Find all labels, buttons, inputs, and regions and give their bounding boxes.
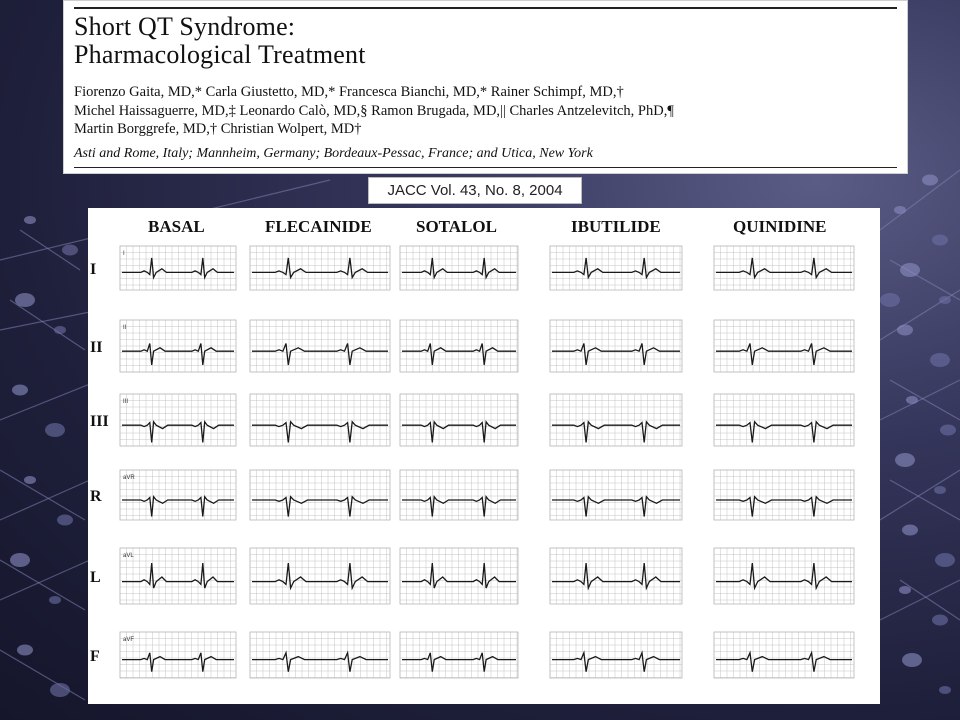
network-line	[880, 170, 960, 230]
network-node	[900, 263, 920, 277]
lead-label-r: R	[90, 488, 102, 505]
column-header-ibutilide: IBUTILIDE	[571, 217, 661, 236]
network-node	[894, 206, 906, 214]
ecg-figure-canvas	[88, 208, 880, 704]
header-bottom-rule	[74, 167, 897, 168]
ecg-strip-basal-iii	[120, 394, 236, 446]
ecg-strip-quinidine-i	[714, 246, 854, 290]
lead-label-iii: III	[90, 413, 109, 430]
ecg-strip-basal-l	[120, 548, 236, 604]
column-header-flecainide: FLECAINIDE	[265, 217, 372, 236]
column-header-quinidine: QUINIDINE	[733, 217, 827, 236]
network-node	[932, 615, 948, 626]
ecg-strip-quinidine-ii	[714, 320, 854, 372]
network-node	[10, 553, 30, 567]
paper-title-line1: Short QT Syndrome:	[74, 12, 296, 41]
inner-lead-label: aVL	[123, 553, 134, 559]
ecg-strip-quinidine-l	[714, 548, 854, 604]
inner-lead-label: I	[123, 251, 125, 257]
network-line	[890, 380, 960, 420]
network-node	[24, 476, 36, 484]
authors-line1: Fiorenzo Gaita, MD,* Carla Giustetto, MD,* Francesca Bianchi, MD,* Rainer Schimpf, MD,†	[74, 84, 624, 100]
network-node	[50, 683, 70, 697]
network-node	[939, 296, 951, 304]
network-node	[939, 686, 951, 694]
paper-title	[74, 13, 366, 69]
ecg-strip-quinidine-iii	[714, 394, 854, 446]
journal-citation: JACC Vol. 43, No. 8, 2004	[368, 177, 582, 204]
ecg-strip-ibutilide-iii	[550, 394, 682, 446]
network-node	[895, 453, 915, 467]
ecg-strip-flecainide-f	[250, 632, 390, 678]
inner-lead-label: aVR	[123, 475, 135, 481]
inner-lead-label: aVF	[123, 637, 135, 643]
paper-affiliations: Asti and Rome, Italy; Mannheim, Germany; Bordeaux-Pessac, France; and Utica, New York	[74, 146, 593, 161]
network-node	[899, 586, 911, 594]
network-node	[880, 293, 900, 307]
column-header-sotalol: SOTALOL	[416, 217, 497, 236]
network-node	[906, 396, 918, 404]
network-node	[902, 525, 918, 536]
ecg-strip-quinidine-f	[714, 632, 854, 678]
network-line	[0, 470, 85, 520]
ecg-strip-flecainide-l	[250, 548, 390, 604]
ecg-strip-sotalol-l	[400, 548, 518, 604]
network-node	[940, 425, 956, 436]
ecg-strip-ibutilide-f	[550, 632, 682, 678]
ecg-strip-sotalol-ii	[400, 320, 518, 372]
network-node	[897, 325, 913, 336]
network-node	[57, 515, 73, 526]
network-line	[10, 300, 85, 350]
network-node	[49, 596, 61, 604]
ecg-strip-ibutilide-l	[550, 548, 682, 604]
ecg-strip-sotalol-i	[400, 246, 518, 290]
network-line	[890, 480, 960, 520]
network-node	[15, 293, 35, 307]
ecg-strip-basal-r	[120, 470, 236, 520]
network-node	[930, 353, 950, 367]
network-node	[54, 326, 66, 334]
network-node	[45, 423, 65, 437]
ecg-strip-ibutilide-i	[550, 246, 682, 290]
inner-lead-label: III	[123, 399, 129, 405]
network-node	[62, 245, 78, 256]
paper-authors	[74, 83, 904, 139]
header-top-rule	[74, 7, 897, 9]
lead-label-ii: II	[90, 339, 103, 356]
network-node	[932, 235, 948, 246]
network-line	[890, 260, 960, 300]
network-node	[934, 486, 946, 494]
network-node	[24, 216, 36, 224]
ecg-strip-ibutilide-ii	[550, 320, 682, 372]
ecg-strip-flecainide-i	[250, 246, 390, 290]
network-line	[0, 480, 90, 520]
ecg-strip-sotalol-iii	[400, 394, 518, 446]
network-line	[0, 650, 85, 700]
network-line	[900, 580, 960, 620]
ecg-strip-flecainide-ii	[250, 320, 390, 372]
ecg-strip-basal-ii	[120, 320, 236, 372]
inner-lead-label: II	[123, 325, 127, 331]
network-node	[17, 645, 33, 656]
network-line	[0, 560, 90, 600]
network-node	[12, 385, 28, 396]
network-line	[880, 580, 960, 620]
ecg-strip-basal-f	[120, 632, 236, 678]
authors-line3: Martin Borggrefe, MD,† Christian Wolpert, MD†	[74, 121, 362, 137]
ecg-strip-quinidine-r	[714, 470, 854, 520]
ecg-strip-ibutilide-r	[550, 470, 682, 520]
paper-header	[63, 0, 908, 174]
ecg-figure	[88, 208, 880, 704]
authors-line2: Michel Haissaguerre, MD,‡ Leonardo Calò, MD,§ Ramon Brugada, MD,|| Charles Antzelevitch, PhD,¶	[74, 102, 674, 119]
network-node	[935, 553, 955, 567]
ecg-strip-sotalol-r	[400, 470, 518, 520]
network-node	[902, 653, 922, 667]
ecg-strip-flecainide-r	[250, 470, 390, 520]
lead-label-f: F	[90, 648, 100, 665]
network-line	[880, 380, 960, 420]
column-header-basal: BASAL	[148, 217, 205, 236]
paper-title-line2: Pharmacological Treatment	[74, 40, 366, 69]
ecg-strip-basal-i	[120, 246, 236, 290]
ecg-strip-sotalol-f	[400, 632, 518, 678]
ecg-strip-flecainide-iii	[250, 394, 390, 446]
lead-label-i: I	[90, 261, 97, 278]
network-node	[922, 175, 938, 186]
lead-label-l: L	[90, 569, 101, 586]
